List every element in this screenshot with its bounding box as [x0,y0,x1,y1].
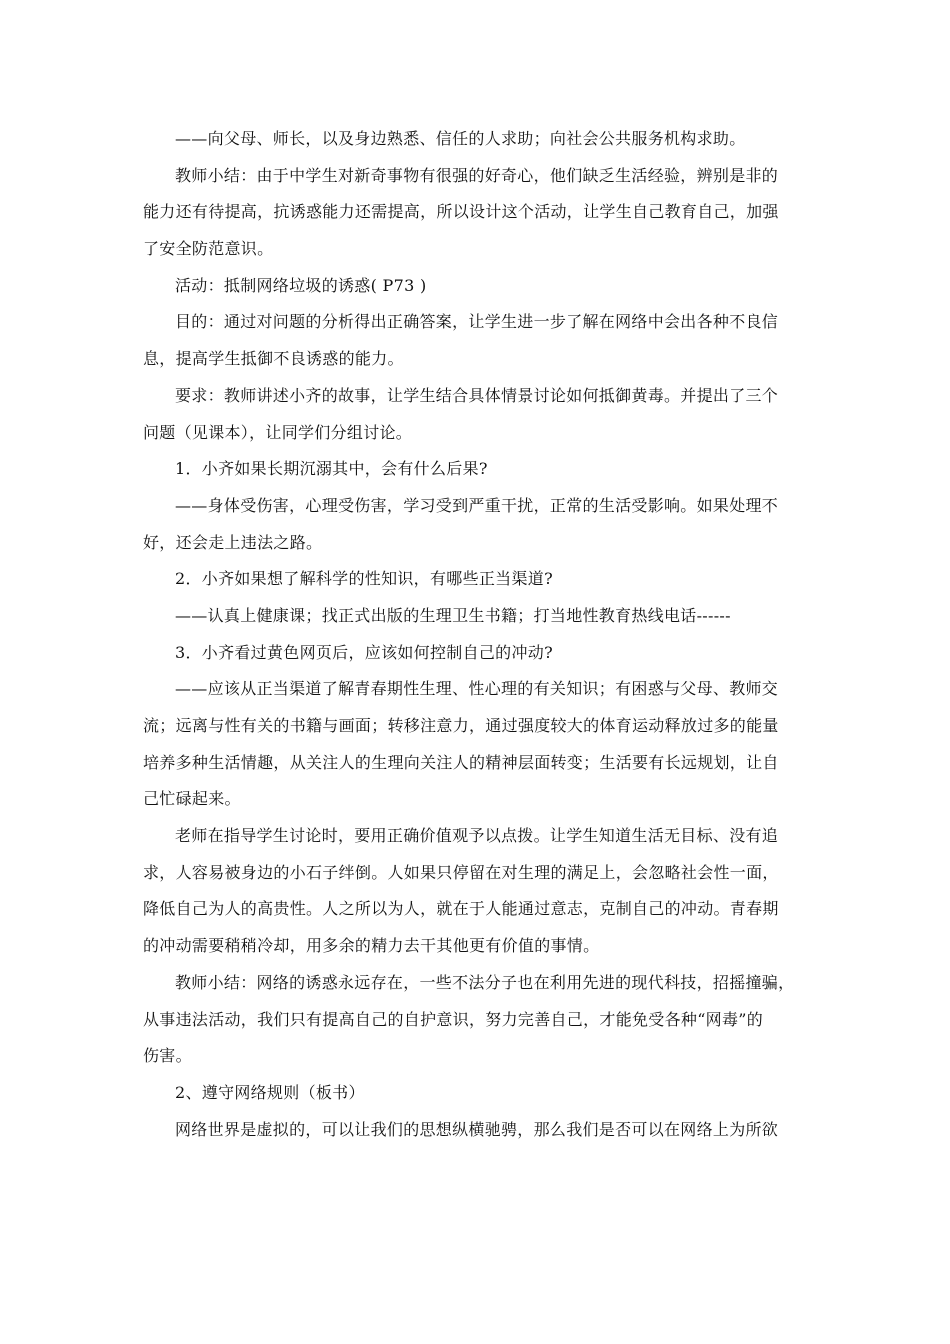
text-line: 2、遵守网络规则（板书） [175,1082,365,1102]
text-line: 己忙碌起来。 [143,789,241,809]
text-line: 能力还有待提高，抗诱惑能力还需提高，所以设计这个活动，让学生自己教育自己，加强 [143,202,779,222]
text-line: 流；远离与性有关的书籍与画面；转移注意力，通过强度较大的体育运动释放过多的能量 [143,716,779,735]
text-line: 活动：抵制网络垃圾的诱惑( P73 ) [175,275,427,295]
text-line: ——身体受伤害，心理受伤害，学习受到严重干扰，正常的生活受影响。如果处理不 [175,495,779,515]
text-line: ——应该从正当渠道了解青春期性生理、性心理的有关知识；有困惑与父母、教师交 [175,679,779,699]
text-line: 伤害。 [143,1046,192,1066]
text-line: 从事违法活动，我们只有提高自己的自护意识，努力完善自己，才能免受各种“网毒”的 [143,1009,764,1029]
text-line: 网络世界是虚拟的，可以让我们的思想纵横驰骋，那么我们是否可以在网络上为所欲 [175,1119,779,1139]
text-line: 培养多种生活情趣，从关注人的生理向关注人的精神层面转变；生活要有长远规划，让自 [143,752,779,772]
text-line: 降低自己为人的高贵性。人之所以为人，就在于人能通过意志，克制自己的冲动。青春期 [143,899,779,919]
text-line: 3．小齐看过黄色网页后，应该如何控制自己的冲动? [175,642,553,662]
document-body [143,121,811,1148]
text-line: 教师小结：网络的诱惑永远存在，一些不法分子也在利用先进的现代科技，招摇撞骗， [175,972,795,992]
text-line: 老师在指导学生讨论时，要用正确价值观予以点拨。让学生知道生活无目标、没有追 [175,826,779,846]
text-line: 问题（见课本），让同学们分组讨论。 [143,422,413,442]
text-line: 目的：通过对问题的分析得出正确答案，让学生进一步了解在网络中会出各种不良信 [175,312,779,332]
text-line: 1．小齐如果长期沉溺其中，会有什么后果? [175,459,488,479]
text-line: 的冲动需要稍稍冷却，用多余的精力去干其他更有价值的事情。 [143,936,600,956]
text-line: 息，提高学生抵御不良诱惑的能力。 [143,349,404,369]
text-line: 了安全防范意识。 [143,239,274,259]
text-line: 求，人容易被身边的小石子绊倒。人如果只停留在对生理的满足上，会忽略社会性一面， [143,862,779,882]
text-line: 好，还会走上违法之路。 [143,532,323,552]
text-line: 要求：教师讲述小齐的故事，让学生结合具体情景讨论如何抵御黄毒。并提出了三个 [175,385,779,405]
text-line: ——向父母、师长，以及身边熟悉、信任的人求助；向社会公共服务机构求助。 [175,129,746,148]
text-line: ——认真上健康课；找正式出版的生理卫生书籍；打当地性教育热线电话------ [175,605,731,625]
text-line: 教师小结：由于中学生对新奇事物有很强的好奇心，他们缺乏生活经验，辨别是非的 [175,165,779,185]
text-line: 2．小齐如果想了解科学的性知识，有哪些正当渠道? [175,569,553,589]
